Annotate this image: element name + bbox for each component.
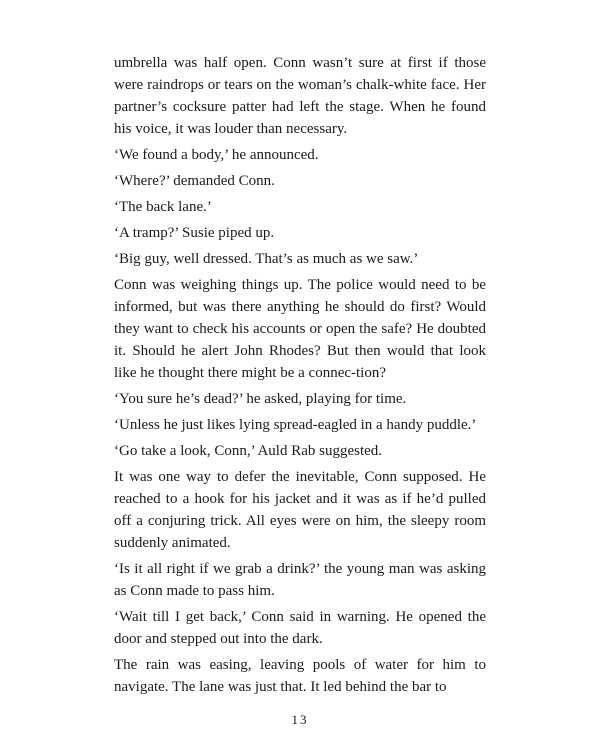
page-number: 13 (291, 712, 309, 727)
body-text (114, 52, 486, 702)
paragraph: ‘We found a body,’ he announced. (114, 147, 319, 163)
paragraph: ‘Wait till I get back,’ Conn said in warning. He opened the door and stepped out into the dark. (114, 609, 486, 647)
paragraph: umbrella was half open. Conn wasn’t sure at first if those were raindrops or tears on the woman’s chalk-white face. Her partner’s cocksure patter had left the stage. When he found his voice, it was louder than necessary. (114, 55, 486, 137)
paragraph: ‘Go take a look, Conn,’ Auld Rab suggested. (114, 443, 383, 459)
paragraph: ‘A tramp?’ Susie piped up. (114, 225, 275, 241)
paragraph: Conn was weighing things up. The police would need to be informed, but was there anything he should do first? Would they want to check his accounts or open the safe? He doubted it. Should he alert John Rhodes? But then would that look like he thought there might be a connec-tion? (114, 277, 486, 381)
paragraph: The rain was easing, leaving pools of water for him to navigate. The lane was just that. It led behind the bar to (114, 657, 486, 695)
paragraph: It was one way to defer the inevitable, Conn supposed. He reached to a hook for his jacket and it was as if he’d pulled off a conjuring trick. All eyes were on him, the sleepy room suddenly animated. (114, 469, 486, 551)
paragraph: ‘Unless he just likes lying spread-eagled in a handy puddle.’ (114, 417, 477, 433)
paragraph: ‘The back lane.’ (114, 199, 212, 215)
paragraph: ‘Big guy, well dressed. That’s as much as we saw.’ (114, 251, 419, 267)
paragraph: ‘Is it all right if we grab a drink?’ the young man was asking as Conn made to pass him. (114, 561, 486, 599)
paragraph: ‘Where?’ demanded Conn. (114, 173, 275, 189)
paragraph: ‘You sure he’s dead?’ he asked, playing for time. (114, 391, 407, 407)
